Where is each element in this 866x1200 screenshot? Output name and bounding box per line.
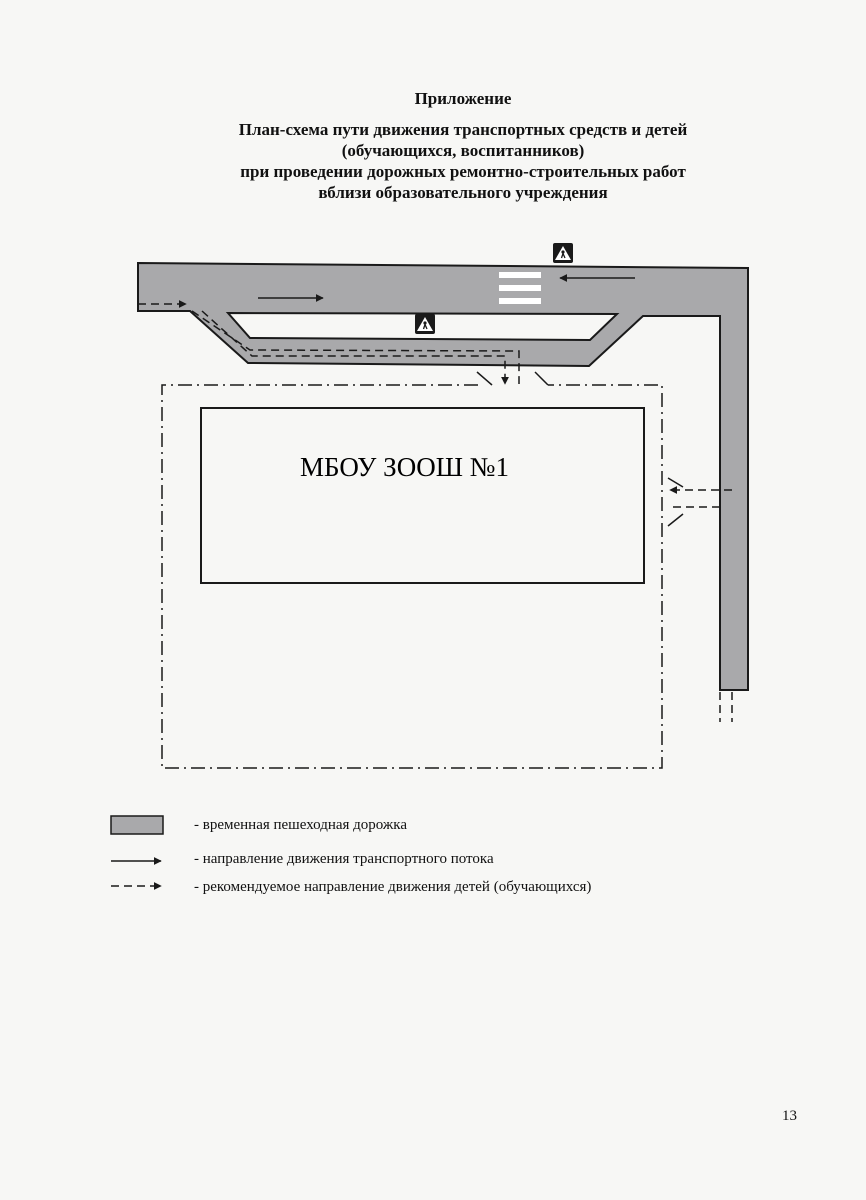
school-label: МБОУ ЗООШ №1	[300, 452, 509, 482]
title-line: План-схема пути движения транспортных средств и детей	[238, 120, 688, 139]
page-number: 13	[782, 1108, 797, 1124]
legend-item-traffic-flow: - направление движения транспортного потока	[194, 851, 494, 867]
pedestrian-crossing-sign-icon	[415, 314, 435, 334]
legend-pedestrian-path-swatch	[111, 816, 163, 834]
legend-symbols	[111, 816, 163, 886]
school-building	[201, 408, 644, 583]
legend-item-pedestrian-path: - временная пешеходная дорожка	[194, 817, 407, 833]
pedestrian-crossing-sign-icon	[553, 243, 573, 263]
title-line: при проведении дорожных ремонтно-строительных работ	[240, 162, 686, 181]
title-line: вблизи образовательного учреждения	[318, 183, 608, 202]
appendix-label: Приложение	[414, 89, 512, 108]
zebra-crossing	[499, 272, 541, 304]
legend-item-children-route: - рекомендуемое направление движения детей (обучающихся)	[194, 879, 592, 895]
title-line: (обучающихся, воспитанников)	[341, 141, 585, 160]
